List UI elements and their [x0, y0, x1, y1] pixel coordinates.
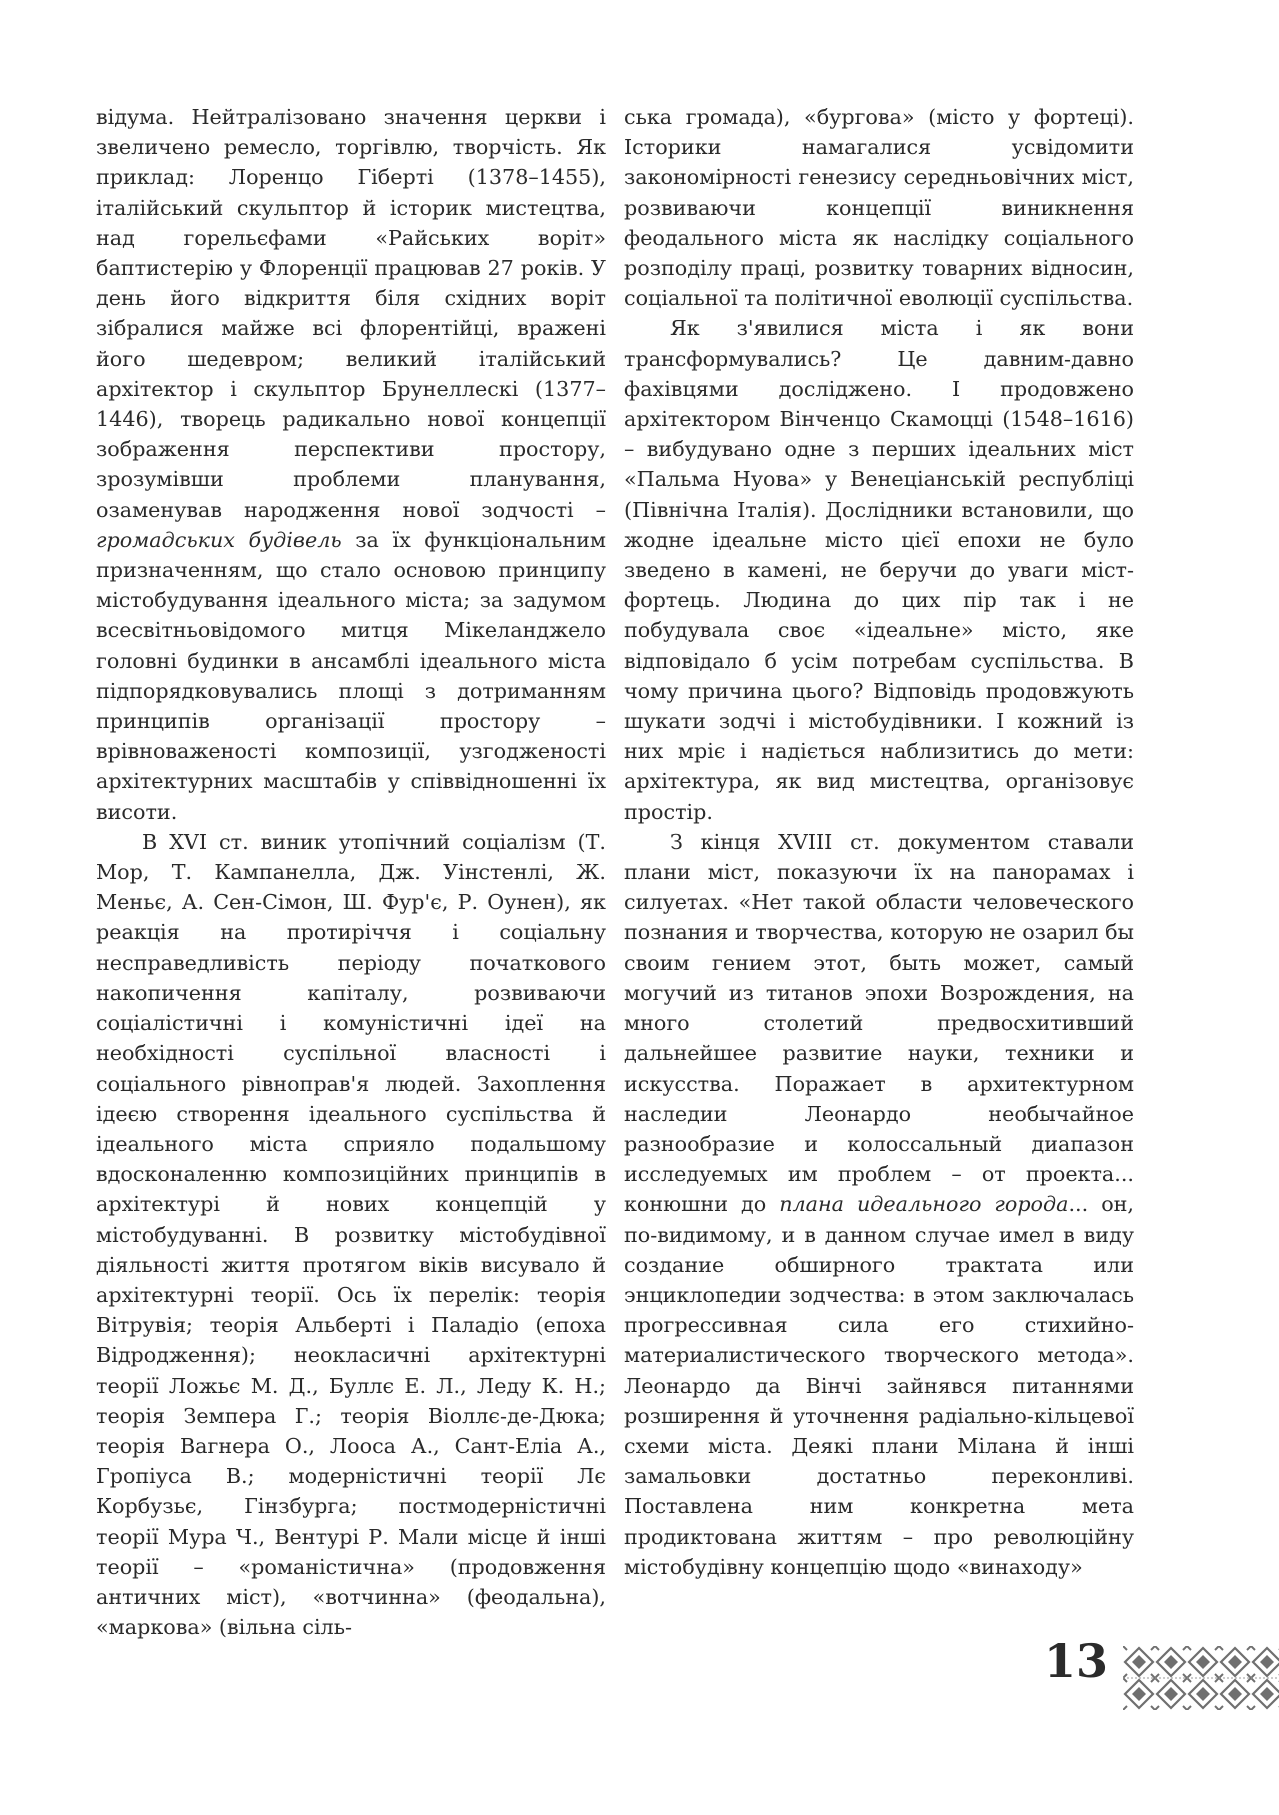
right-paragraph-3-text: З кінця XVIII ст. документом ставали плани міст, показуючи їх на панорамах і силуетах. «Нет такой области человеческого познания и творчества, которую не озарил бы своим гением этот, быть может, самый могучий из титанов эпохи Возрождения, на много столетий предвосхитивший дальнейшее развитие науки, техники и искусства. Поражает в архитектурном наследии Леонардо необычайное разнообразие и колоссальный диапазон исследуемых им проблем – от проекта... конюшни до [624, 829, 1134, 1217]
left-paragraph-1-text-end: за їх функціональним призначенням, що стало основою принципу містобудування ідеального міста; за задумом всесвітньовідомого митця Мікеланджело головні будинки в ансамблі ідеального міста підпорядковувались площі з дотриманням принципів організації простору – врівноваженості композиції, узгодженості архітектурних масштабів у співвідношенні їх висоти. [96, 527, 606, 824]
embroidery-ornament-icon [1123, 1646, 1279, 1710]
left-column [96, 102, 606, 1642]
right-paragraph-3 [624, 827, 1134, 1582]
page-number: 13 [1044, 1634, 1109, 1688]
left-paragraph-2: В XVI ст. виник утопічний соціалізм (Т. Мор, Т. Кампанелла, Дж. Уінстенлі, Ж. Меньє, А. Сен-Сімон, Ш. Фур'є, Р. Оунен), як реакція на протиріччя і соціальну несправедливість періоду початкового накопичення капіталу, розвиваючи соціалістичні і комуністичні ідеї на необхідності суспільної власності і соціального рівноправ'я людей. Захоплення ідеєю створення ідеального суспільства й ідеального міста сприяло подальшому вдосконаленню композиційних принципів в архітектурі й нових концепцій у містобудуванні. В розвитку містобудівної діяльності життя протягом віків висувало й архітектурні теорії. Ось їх перелік: теорія Вітрувія; теорія Альберті і Паладіо (епоха Відродження); неокласичні архітектурні теорії Ложьє М. Д., Буллє Е. Л., Леду К. Н.; теорія Земпера Г.; теорія Віоллє-де-Дюка; теорія Вагнера О., Лооса А., Сант-Еліа А., Гропіуса В.; модерністичні теорії Лє Корбузьє, Гінзбурга; постмодерністичні теорії Мура Ч., Вентурі Р. Мали місце й інші теорії – «романістична» (продовження античних міст), «вотчинна» (феодальна), «маркова» (вільна сіль- [96, 829, 606, 1640]
right-column [624, 102, 1134, 1582]
left-paragraph-1-italic: громадських будівель [96, 527, 342, 552]
right-paragraph-3-italic: плана идеального города [779, 1192, 1069, 1217]
right-paragraph-3-text-end: ... он, по-видимому, и в данном случае имел в виду создание обширного трактата или энциклопедии зодчества: в этом заключалась прогрессивная сила его стихийно-материалистического творческого метода». Леонардо да Вінчі зайнявся питаннями розширення й уточнення радіально-кільцевої схеми міста. Деякі плани Мілана й інші замальовки достатньо переконливі. Поставлена ним конкретна мета продиктована життям – про революційну містобудівну концепцію щодо «винаходу» [624, 1192, 1135, 1579]
right-paragraph-1: ська громада), «бургова» (місто у фортеці). Історики намагалися усвідомити закономірності генезису середньовічних міст, розвиваючи концепції виникнення феодального міста як наслідку соціального розподілу праці, розвитку товарних відносин, соціальної та політичної еволюції суспільства. [624, 105, 1134, 311]
left-paragraph-1-text: відума. Нейтралізовано значення церкви і звеличено ремесло, торгівлю, творчість. Як приклад: Лоренцо Гіберті (1378–1455), італійський скульптор й історик мистецтва, над горельєфами «Райських воріт» баптистерію у Флоренції працював 27 років. У день його відкриття біля східних воріт зібралися майже всі флорентійці, вражені його шедевром; великий італійський архітектор і скульптор Брунеллескі (1377–1446), творець радикально нової концепції зображення перспективи простору, зрозумівши проблеми планування, озаменував народження нової зодчості – [96, 105, 606, 522]
left-paragraph-1 [96, 102, 606, 827]
right-paragraph-2: Як з'явилися міста і як вони трансформувались? Це давним-давно фахівцями досліджено. І продовжено архітектором Вінченцо Скамоцці (1548–1616) – вибудувано одне з перших ідеальних міст «Пальма Нуова» у Венеціанській республіці (Північна Італія). Дослідники встановили, що жодне ідеальне місто цієї епохи не було зведено в камені, не беручи до уваги міст-фортець. Людина до цих пір так і не побудувала своє «ідеальне» місто, яке відповідало б усім потребам суспільства. В чому причина цього? Відповідь продовжують шукати зодчі і містобудівники. І кожний із них мріє і надіється наблизитись до мети: архітектура, як вид мистецтва, організовує простір. [624, 316, 1134, 824]
